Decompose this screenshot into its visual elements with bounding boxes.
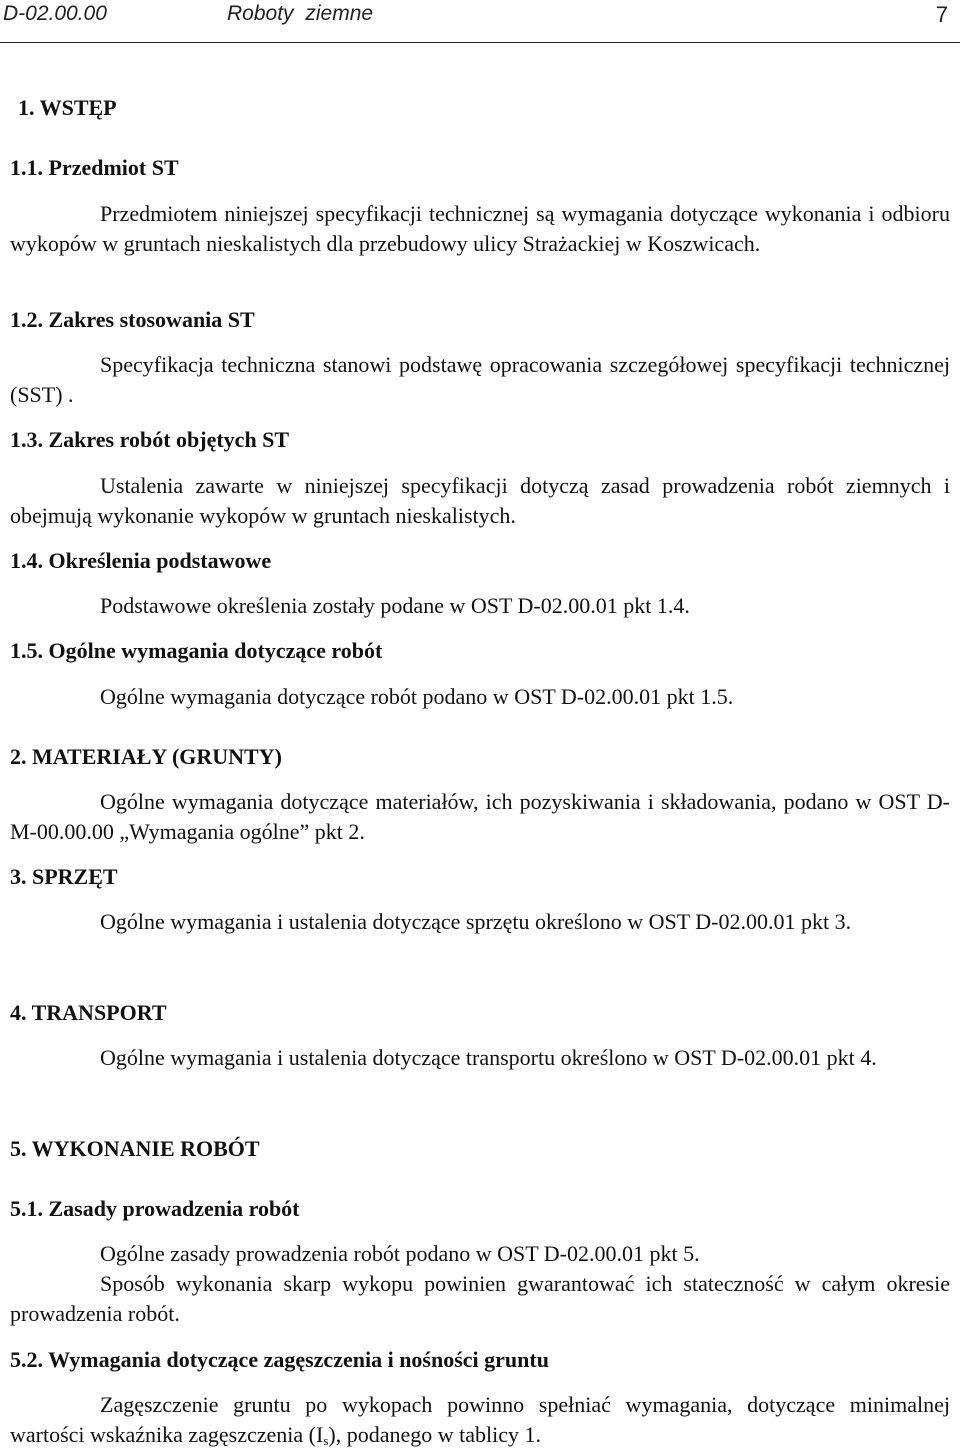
section-5-1-text-1: Ogólne zasady prowadzenia robót podano w OST D-02.00.01 pkt 5. bbox=[100, 1241, 700, 1266]
page-header bbox=[0, 0, 960, 43]
section-1-4-heading: 1.4. Określenia podstawowe bbox=[10, 548, 272, 573]
section-5-1-text-2: Sposób wykonania skarp wykopu powinien gwarantować ich stateczność w całym okresie prowadzenia robót. bbox=[10, 1271, 950, 1326]
section-3-heading: 3. SPRZĘT bbox=[10, 864, 118, 889]
document-title: Roboty ziemne bbox=[227, 2, 374, 25]
section-5-2-text-part-b: ), podanego w tablicy 1. bbox=[328, 1422, 541, 1447]
section-5-2-text-subscript: s bbox=[323, 1433, 329, 1448]
section-1-2-text: Specyfikacja techniczna stanowi podstawę opracowania szczegółowej specyfikacji technicznej (SST) . bbox=[10, 352, 950, 407]
section-1-3-heading: 1.3. Zakres robót objętych ST bbox=[10, 427, 290, 452]
document-code: D-02.00.00 bbox=[3, 2, 107, 25]
section-1-1-heading: 1.1. Przedmiot ST bbox=[10, 155, 179, 180]
section-2-heading: 2. MATERIAŁY (GRUNTY) bbox=[10, 744, 282, 769]
section-5-2-text bbox=[10, 1390, 950, 1450]
section-1-1-text: Przedmiotem niniejszej specyfikacji technicznej są wymagania dotyczące wykonania i odbioru wykopów w gruntach nieskalistych dla przebudowy ulicy Strażackiej w Koszwicach. bbox=[10, 201, 950, 256]
section-1-5-text: Ogólne wymagania dotyczące robót podano w OST D-02.00.01 pkt 1.5. bbox=[100, 684, 734, 709]
section-5-2-text-part-a: Zagęszczenie gruntu po wykopach powinno spełniać wymagania, dotyczące minimalnej wartości wskaźnika zagęszczenia (I bbox=[10, 1392, 950, 1447]
section-2-text: Ogólne wymagania dotyczące materiałów, ich pozyskiwania i składowania, podano w OST D-M-00.00.00 „Wymagania ogólne” pkt 2. bbox=[10, 789, 950, 844]
section-4-heading: 4. TRANSPORT bbox=[10, 1000, 167, 1025]
section-5-heading: 5. WYKONANIE ROBÓT bbox=[10, 1136, 260, 1161]
section-1-2-heading: 1.2. Zakres stosowania ST bbox=[10, 307, 255, 332]
section-5-2-heading: 5.2. Wymagania dotyczące zagęszczenia i nośności gruntu bbox=[10, 1347, 549, 1372]
section-3-text: Ogólne wymagania i ustalenia dotyczące sprzętu określono w OST D-02.00.01 pkt 3. bbox=[100, 909, 852, 934]
section-4-text: Ogólne wymagania i ustalenia dotyczące transportu określono w OST D-02.00.01 pkt 4. bbox=[100, 1045, 877, 1070]
section-1-5-heading: 1.5. Ogólne wymagania dotyczące robót bbox=[10, 638, 383, 663]
page-number: 7 bbox=[935, 2, 948, 27]
section-1-3-text: Ustalenia zawarte w niniejszej specyfikacji dotyczą zasad prowadzenia robót ziemnych i obejmują wykonanie wykopów w gruntach nieskalistych. bbox=[10, 473, 950, 528]
section-5-1-heading: 5.1. Zasady prowadzenia robót bbox=[10, 1196, 300, 1221]
section-1-4-text: Podstawowe określenia zostały podane w OST D-02.00.01 pkt 1.4. bbox=[100, 593, 690, 618]
section-1-heading: 1. WSTĘP bbox=[18, 95, 117, 120]
